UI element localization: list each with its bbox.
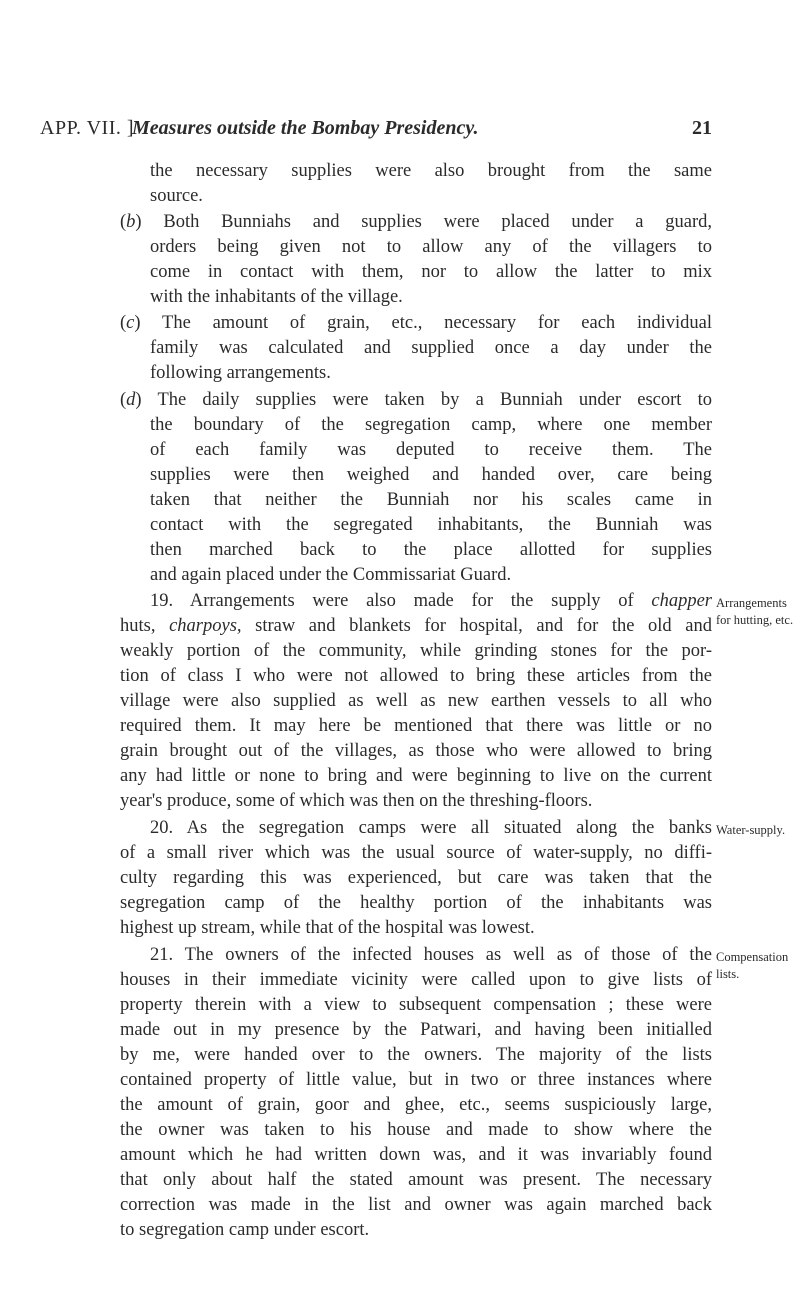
text-line: required them. It may here be mentioned that there was little or no xyxy=(120,716,712,736)
clause-letter: d xyxy=(126,390,136,410)
text-line: segregation camp of the healthy portion of the inhabitants was xyxy=(120,893,712,913)
text-line: made out in my presence by the Patwari, and having been initialled xyxy=(120,1020,712,1040)
text-line: by me, were handed over to the owners. The majority of the lists xyxy=(120,1045,712,1065)
text-line: family was calculated and supplied once a day under the xyxy=(150,338,712,358)
page-number: 21 xyxy=(692,117,712,139)
sidenote-compensation: Compensation xyxy=(716,950,789,964)
text-line: the owner was taken to his house and made to show where the xyxy=(120,1120,712,1140)
appendix-reference: APP. VII. ] xyxy=(40,117,135,139)
text-line: highest up stream, while that of the hospital was lowest. xyxy=(120,918,535,938)
text-line: come in contact with them, nor to allow the latter to mix xyxy=(150,262,712,282)
italic-term: chapper xyxy=(651,591,712,611)
text-line: the necessary supplies were also brought from the same xyxy=(150,161,712,181)
text-line: correction was made in the list and owner was again marched back xyxy=(120,1195,712,1215)
text-line: of a small river which was the usual source of water-supply, no diffi- xyxy=(120,843,712,863)
text-line: that only about half the stated amount was present. The necessary xyxy=(120,1170,712,1190)
text-line: huts, charpoys, straw and blankets for hospital, and for the old and xyxy=(120,616,712,636)
text-line: then marched back to the place allotted for supplies xyxy=(150,540,712,560)
text-line: property therein with a view to subsequent compensation ; these were xyxy=(120,995,712,1015)
text-line: with the inhabitants of the village. xyxy=(150,287,403,307)
text-line: weakly portion of the community, while grinding stones for the por- xyxy=(120,641,712,661)
sidenote-arrangements-cont: for hutting, etc. xyxy=(716,613,794,627)
clause-letter: c xyxy=(126,313,135,333)
sidenote-compensation-cont: lists. xyxy=(716,967,740,981)
text-line: village were also supplied as well as new earthen vessels to all who xyxy=(120,691,712,711)
text-line: taken that neither the Bunniah nor his scales came in xyxy=(150,490,712,510)
clause-letter: b xyxy=(126,212,136,232)
text-line: any had little or none to bring and were beginning to live on the current xyxy=(120,766,712,786)
running-header xyxy=(40,117,712,147)
text-line: the boundary of the segregation camp, where one member xyxy=(150,415,712,435)
text-line: and again placed under the Commissariat Guard. xyxy=(150,565,512,585)
text-line: orders being given not to allow any of the villagers to xyxy=(150,237,712,257)
paragraph-21-start: 21. The owners of the infected houses as well as of those of the xyxy=(150,945,712,965)
clause-b: (b) Both Bunniahs and supplies were placed under a guard, xyxy=(120,212,712,232)
clause-d: (d) The daily supplies were taken by a Bunniah under escort to xyxy=(120,390,712,410)
paragraph-20-start: 20. As the segregation camps were all situated along the banks xyxy=(150,818,712,838)
text-line: the amount of grain, goor and ghee, etc., seems suspiciously large, xyxy=(120,1095,712,1115)
italic-term: charpoys, xyxy=(169,616,242,636)
text-line: to segregation camp under escort. xyxy=(120,1220,370,1240)
running-title: Measures outside the Bombay Presidency. xyxy=(132,117,479,139)
text-line: of each family was deputed to receive them. The xyxy=(150,440,712,460)
text-line: contained property of little value, but in two or three instances where xyxy=(120,1070,712,1090)
text-line: contact with the segregated inhabitants, the Bunniah was xyxy=(150,515,712,535)
text-line: amount which he had written down was, and it was invariably found xyxy=(120,1145,712,1165)
text-line: tion of class I who were not allowed to bring these articles from the xyxy=(120,666,712,686)
text-line: grain brought out of the villages, as those who were allowed to bring xyxy=(120,741,712,761)
sidenote-arrangements: Arrangements xyxy=(716,596,787,610)
paragraph-19-start: 19. Arrangements were also made for the supply of chapper xyxy=(150,591,712,611)
text-line: houses in their immediate vicinity were called upon to give lists of xyxy=(120,970,712,990)
text-line: supplies were then weighed and handed over, care being xyxy=(150,465,712,485)
sidenote-water-supply: Water-supply. xyxy=(716,823,786,837)
clause-c: (c) The amount of grain, etc., necessary for each individual xyxy=(120,313,712,333)
text-line: following arrangements. xyxy=(150,363,331,383)
text-line: culty regarding this was experienced, but care was taken that the xyxy=(120,868,712,888)
text-line: source. xyxy=(150,186,203,206)
text-line: year's produce, some of which was then on the threshing-floors. xyxy=(120,791,593,811)
